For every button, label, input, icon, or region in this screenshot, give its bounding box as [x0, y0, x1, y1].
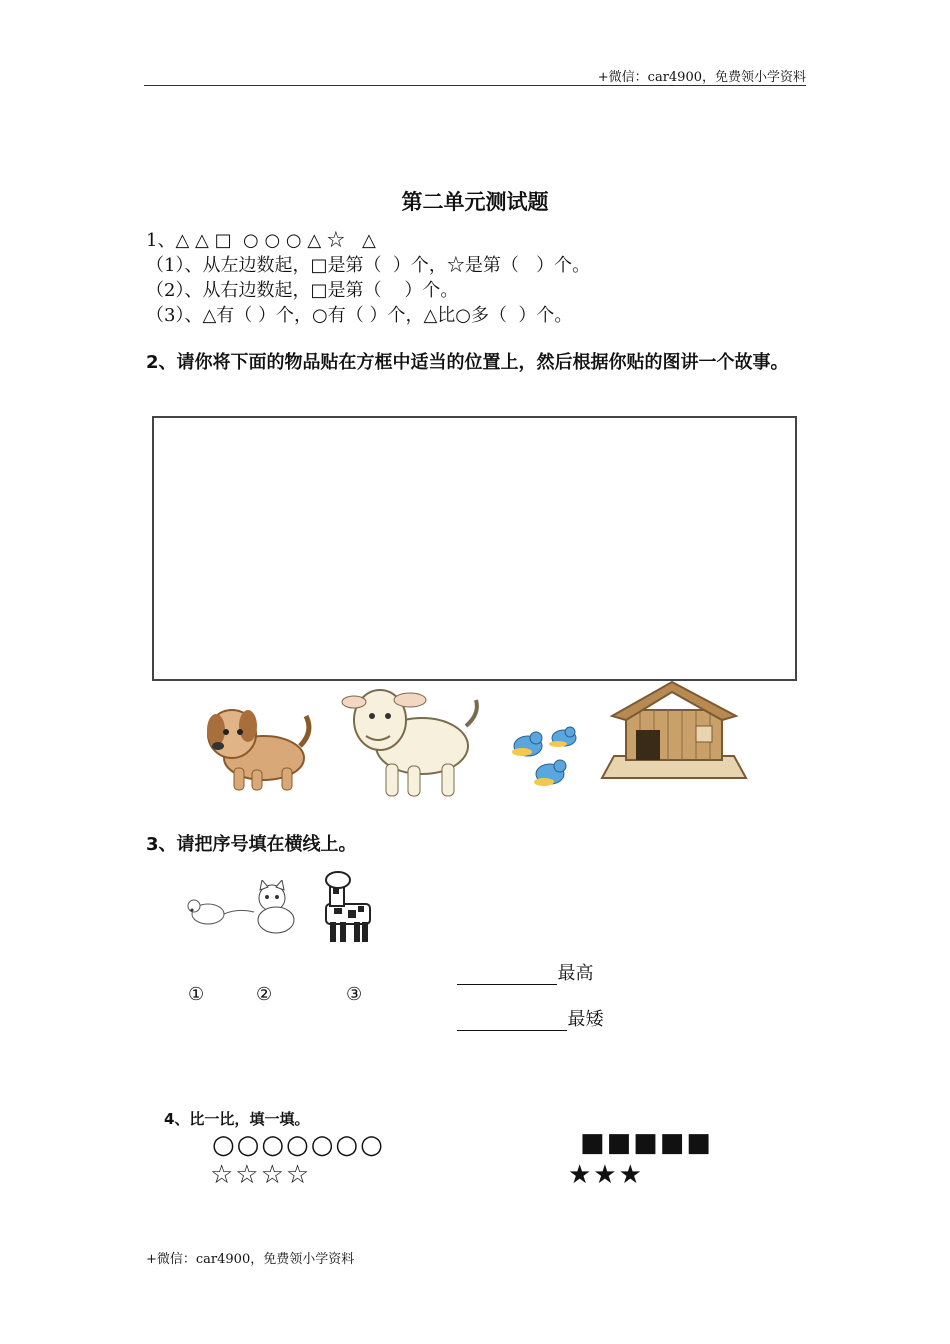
q1-sub2: （2）、从右边数起，□是第（ ）个。 — [146, 280, 459, 301]
squares-row: ■■■■■ — [580, 1128, 713, 1158]
q3-tallest-line — [446, 938, 593, 985]
circles-row: ○○○○○○○ — [212, 1130, 385, 1160]
q1-sub1: （1）、从左边数起，□是第（ ）个，☆是第（ ）个。 — [146, 255, 591, 276]
q3-heading: 3、请把序号填在横线上。 — [146, 834, 357, 855]
black-stars-row: ★★★ — [568, 1160, 644, 1190]
q3-label-2: ② — [256, 984, 273, 1005]
tallest-label: 最高 — [557, 963, 594, 984]
tallest-blank[interactable] — [457, 964, 557, 985]
q3-shortest-line — [446, 984, 603, 1031]
shortest-label: 最矮 — [567, 1009, 604, 1030]
puppy-sticker — [196, 696, 316, 796]
q1-sub3: （3）、△有（ ）个，○有（ ）个，△比○多（ ）个。 — [146, 305, 573, 326]
q3-label-3: ③ — [346, 984, 363, 1005]
q3-label-1: ① — [188, 984, 205, 1005]
q2-heading: 2、请你将下面的物品贴在方框中适当的位置上，然后根据你贴的图讲一个故事。 — [146, 352, 789, 373]
doghouse-sticker — [596, 680, 752, 784]
giraffe-icon — [318, 870, 380, 946]
birds-sticker — [506, 724, 586, 796]
shortest-blank[interactable] — [457, 1010, 567, 1031]
cat-icon — [248, 880, 304, 938]
header-divider — [144, 85, 806, 86]
lamb-sticker — [336, 680, 486, 800]
page-title: 第二单元测试题 — [401, 190, 549, 214]
q1-shapes-line: 1、△ △ □ ○ ○ ○ △ ☆ △ — [146, 230, 376, 251]
header-watermark: +微信：car4900，免费领小学资料 — [597, 70, 806, 85]
q4-heading: 4、比一比，填一填。 — [164, 1110, 310, 1128]
sticker-frame — [152, 416, 797, 681]
mouse-icon — [182, 890, 256, 930]
white-stars-row: ☆☆☆☆ — [210, 1160, 312, 1190]
footer-watermark: +微信：car4900，免费领小学资料 — [146, 1252, 355, 1267]
